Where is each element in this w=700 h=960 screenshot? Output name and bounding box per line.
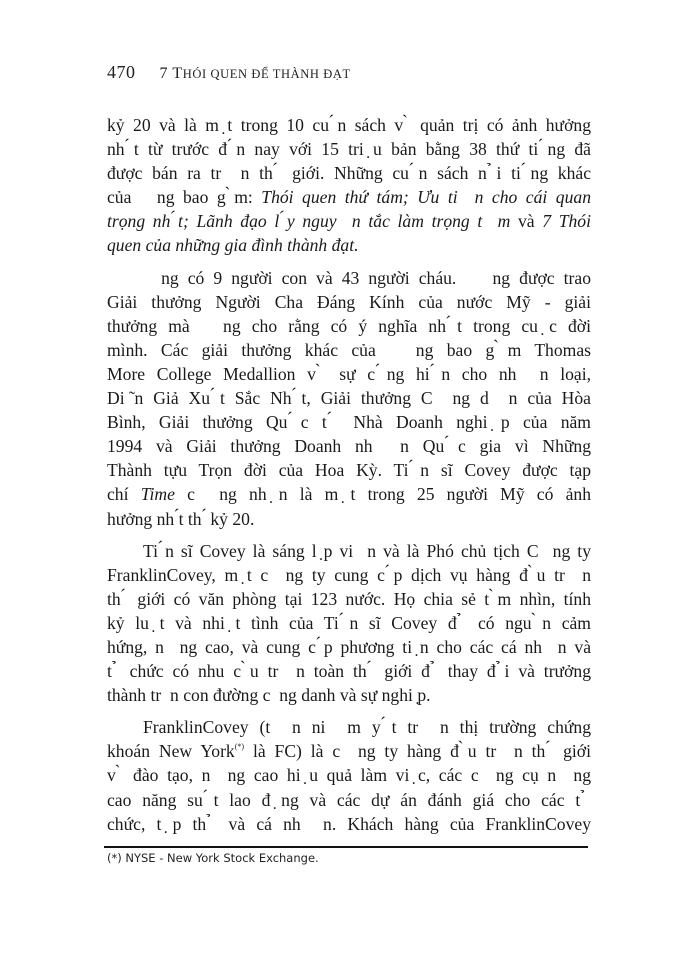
- text-run: c ng nh ̣n là m ̣t trong 25 người Mỹ có ảnh: [174, 484, 591, 505]
- text-run: trọng nh ́t; Lãnh đạo l ́y nguy n tắc làm trọng t m: [107, 211, 511, 232]
- body-text: [107, 113, 591, 836]
- text-line: [107, 587, 591, 611]
- page-number: 470: [107, 62, 136, 82]
- text-line: [107, 812, 591, 836]
- text-line: [107, 362, 591, 386]
- text-run: FranklinCovey, m ̣t c ng ty cung c ́p dịch vụ hàng đ ̀u tr n: [107, 564, 591, 585]
- text-run: Time: [140, 484, 175, 505]
- text-line: [107, 233, 591, 257]
- footnote-divider: [104, 846, 588, 848]
- text-line: [107, 410, 591, 434]
- text-run: và: [510, 211, 543, 232]
- text-run: 1994 và Giải thưởng Doanh nh n Qu ́c gia vì Những: [107, 436, 591, 457]
- page-header: [107, 62, 351, 83]
- text-line: [107, 539, 591, 563]
- text-line: [107, 482, 591, 506]
- text-line: [107, 434, 591, 458]
- text-line: [107, 137, 591, 161]
- paragraph: [107, 266, 591, 531]
- text-line: [107, 314, 591, 338]
- text-run: kỷ lu ̣t và nhi ̣t tình của Ti ́n sĩ Covey đ ̉ có ngu ̀n cảm: [107, 612, 591, 633]
- text-line: [107, 185, 591, 209]
- paragraph: [107, 539, 591, 708]
- text-line: [107, 161, 591, 185]
- text-line: [107, 659, 591, 683]
- text-run: khoán New York: [107, 741, 235, 762]
- text-run: Giải thưởng Người Cha Đáng Kính của nước Mỹ - giải: [107, 291, 591, 312]
- text-line: [107, 715, 591, 739]
- text-line: [107, 763, 591, 787]
- text-run: 7 Thói: [542, 211, 591, 232]
- footnote: (*) NYSE - New York Stock Exchange.: [107, 851, 319, 865]
- text-line: [107, 611, 591, 635]
- text-run: nh ́t từ trước đ ́n nay với 15 tri ̣u bản bằng 38 thứ ti ́ng đã: [107, 139, 591, 160]
- text-run: Ti ́n sĩ Covey là sáng l ̣p vi n và là Phó chủ tịch C ng ty: [143, 540, 591, 561]
- text-line: [107, 113, 591, 137]
- text-run: chí: [107, 484, 141, 505]
- running-title-rest: HÓI QUEN ĐỂ THÀNH ĐẠT: [182, 67, 351, 81]
- text-run: More College Medallion v ̀ sự c ́ng hi ́n cho nh n loại,: [107, 363, 591, 384]
- text-run: ng có 9 người con và 43 người cháu. ng được trao: [143, 267, 591, 288]
- text-line: [107, 209, 591, 233]
- text-run: cao năng su ́t lao đ ̣ng và các dự án đánh giá cho các t ̉: [107, 789, 591, 810]
- running-title: [160, 65, 351, 83]
- text-line: [107, 563, 591, 587]
- text-line: [107, 266, 591, 290]
- text-run: hứng, n ng cao, và cung c ́p phương ti ̣n cho các cá nh n và: [107, 636, 591, 657]
- text-run: FranklinCovey (t n ni m y ́t tr n thị trường chứng: [143, 717, 591, 738]
- text-run: chức, t ̣p th ̉ và cá nh n. Khách hàng của FranklinCovey: [107, 813, 591, 834]
- text-line: [107, 739, 591, 763]
- text-run: quen của những gia đình thành đạt.: [107, 235, 359, 256]
- text-run: của ng bao g ̀m:: [107, 187, 262, 208]
- footnote-marker: (*): [234, 742, 245, 752]
- text-run: Bình, Giải thưởng Qu ́c t ́ Nhà Doanh nghi ̣p của năm: [107, 412, 591, 433]
- text-run: Thành tựu Trọn đời của Hoa Kỳ. Ti ́n sĩ Covey được tạp: [107, 460, 591, 481]
- text-run: thưởng mà ng cho rằng có ý nghĩa nh ́t trong cu ̣c đời: [107, 315, 591, 336]
- text-run: kỷ 20 và là m ̣t trong 10 cu ́n sách v ̀ quản trị có ảnh hưởng: [107, 115, 591, 135]
- text-run: th ́ giới có văn phòng tại 123 nước. Họ chia sẻ t ̀m nhìn, tính: [107, 588, 591, 609]
- text-line: [107, 290, 591, 314]
- text-run: Thói quen thứ tám; Ưu ti n cho cái quan: [261, 187, 591, 208]
- text-run: là FC) là c ng ty hàng đ ̀u tr n th ́ giới: [244, 741, 591, 762]
- text-run: t ̉ chức có nhu c ̀u tr n toàn th ́ giới đ ̉ thay đ ̉i và trưởng: [107, 661, 591, 682]
- text-line: [107, 507, 591, 531]
- text-run: được bán ra tr n th ́ giới. Những cu ́n sách n ̉i ti ́ng khác: [107, 163, 591, 184]
- text-run: mình. Các giải thưởng khác của ng bao g ̀m Thomas: [107, 339, 591, 360]
- text-line: [107, 635, 591, 659]
- paragraph: [107, 113, 591, 258]
- text-run: Di ̃n Giả Xu ́t Sắc Nh ́t, Giải thưởng C ng d n của Hòa: [107, 388, 591, 409]
- paragraph: [107, 715, 591, 835]
- text-run: v ̀ đào tạo, n ng cao hi ̣u quả làm vi ̣c, các c ng cụ n ng: [107, 765, 591, 786]
- text-run: thành tr n con đường c ng danh và sự nghi ̣p.: [107, 685, 431, 706]
- text-line: [107, 788, 591, 812]
- running-title-first: 7 T: [159, 65, 183, 82]
- text-line: [107, 458, 591, 482]
- text-line: [107, 386, 591, 410]
- text-line: [107, 338, 591, 362]
- text-run: hưởng nh ́t th ́ kỷ 20.: [107, 508, 255, 529]
- text-line: [107, 683, 591, 707]
